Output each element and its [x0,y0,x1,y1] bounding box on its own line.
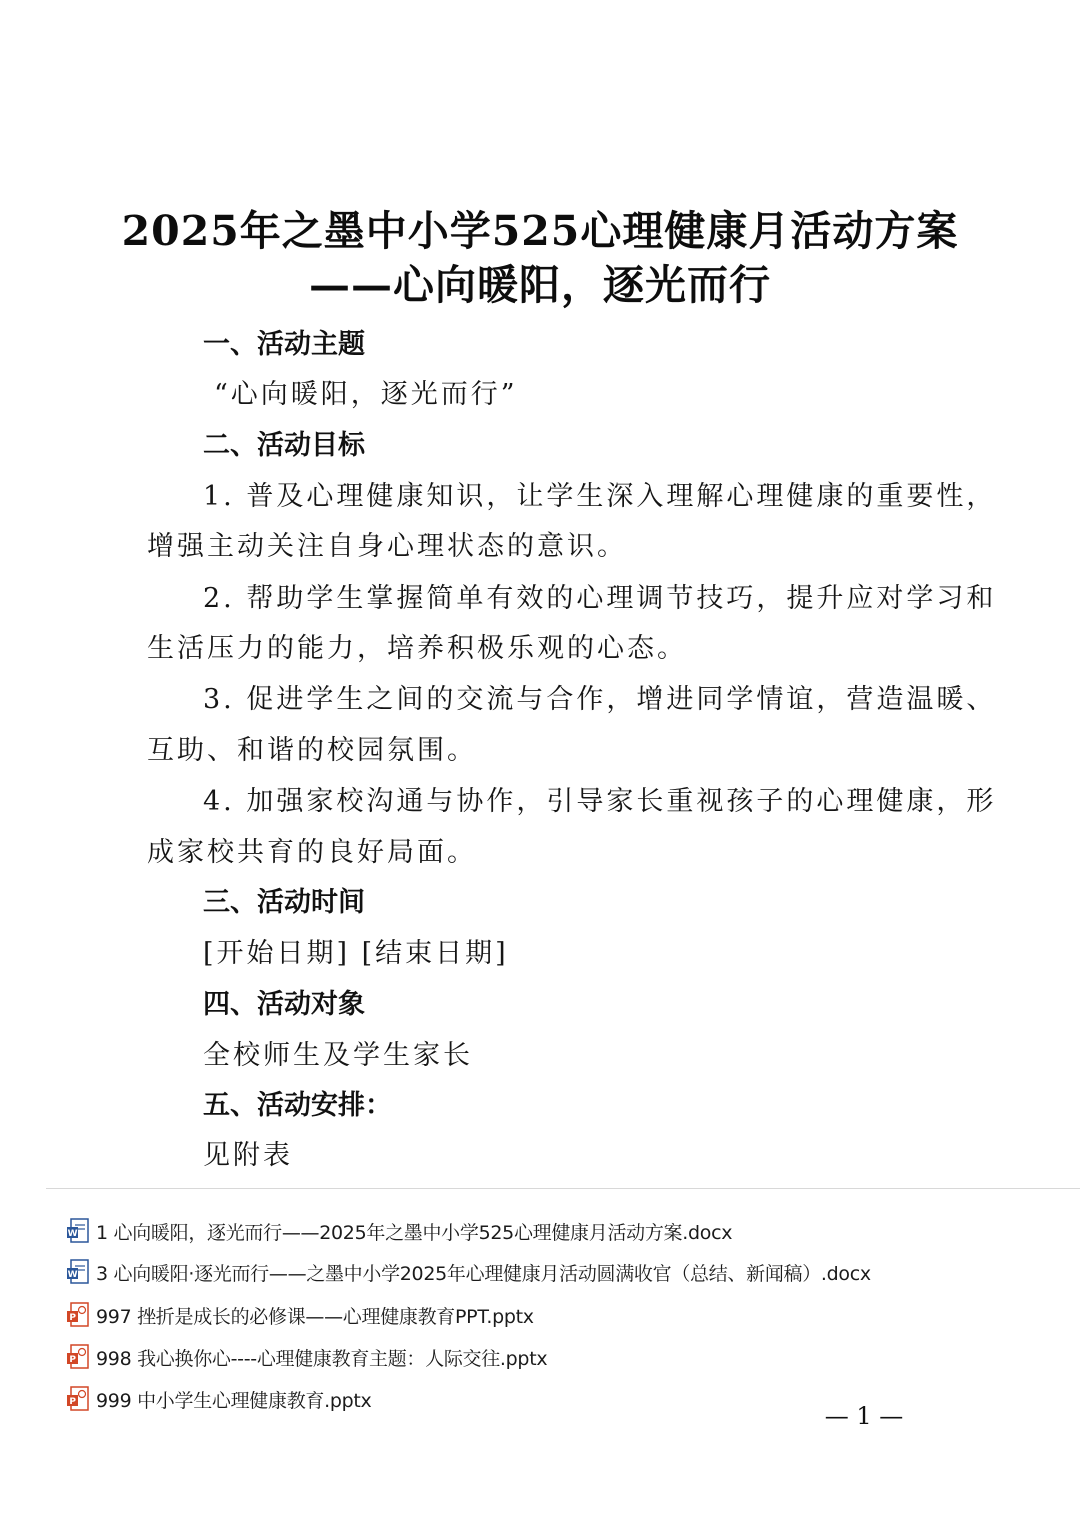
svg-text:W: W [67,1270,78,1280]
svg-text:W: W [67,1229,78,1239]
word-doc-icon [66,1218,90,1244]
audience-text: 全校师生及学生家长 [203,1040,473,1071]
goal-1-line-1: 1. 普及心理健康知识，让学生深入理解心理健康的重要性， [203,481,997,512]
section-heading-goals: 二、活动目标 [203,430,365,461]
schedule-text: 见附表 [203,1140,293,1171]
goal-4-line-1: 4. 加强家校沟通与协作，引导家长重视孩子的心理健康，形 [203,786,997,817]
attachment-item[interactable] [66,1216,732,1246]
page-subtitle: ——心向暖阳，逐光而行 [309,261,771,309]
attachment-name: 998 我心换你心----心理健康教育主题：人际交往.pptx [96,1347,548,1370]
attachment-item[interactable] [66,1384,371,1414]
svg-text:P: P [69,1397,76,1407]
page-number: — 1 — [824,1402,904,1430]
page-title: 2025年之墨中小学525心理健康月活动方案 [121,207,959,255]
attachment-name: 3 心向暖阳·逐光而行——之墨中小学2025年心理健康月活动圆满收官（总结、新闻稿）.docx [96,1262,871,1285]
goal-2-line-1: 2. 帮助学生掌握简单有效的心理调节技巧，提升应对学习和 [203,583,997,614]
attachment-item[interactable] [66,1300,534,1330]
attachment-name: 997 挫折是成长的必修课——心理健康教育PPT.pptx [96,1305,534,1328]
theme-text: “心向暖阳，逐光而行” [214,379,518,410]
section-heading-audience: 四、活动对象 [203,989,365,1020]
svg-text:P: P [69,1355,76,1365]
goal-3-line-2: 互助、和谐的校园氛围。 [147,735,477,766]
word-doc-icon [66,1259,90,1285]
svg-text:P: P [69,1313,76,1323]
goal-2-line-2: 生活压力的能力，培养积极乐观的心态。 [147,633,687,664]
goal-3-line-1: 3. 促进学生之间的交流与合作，增进同学情谊，营造温暖、 [203,684,997,715]
attachment-item[interactable] [66,1257,871,1287]
goal-4-line-2: 成家校共育的良好局面。 [147,837,477,868]
section-heading-schedule: 五、活动安排： [203,1090,392,1121]
powerpoint-icon [66,1302,90,1328]
powerpoint-icon [66,1386,90,1412]
attachment-name: 999 中小学生心理健康教育.pptx [96,1389,372,1412]
attachment-name: 1 心向暖阳，逐光而行——2025年之墨中小学525心理健康月活动方案.docx [96,1221,733,1244]
section-heading-theme: 一、活动主题 [203,329,365,360]
divider [46,1188,1080,1189]
time-text: [开始日期] [结束日期] [203,938,509,969]
section-heading-time: 三、活动时间 [203,887,365,918]
attachment-item[interactable] [66,1342,547,1372]
goal-1-line-2: 增强主动关注自身心理状态的意识。 [147,531,627,562]
powerpoint-icon [66,1344,90,1370]
